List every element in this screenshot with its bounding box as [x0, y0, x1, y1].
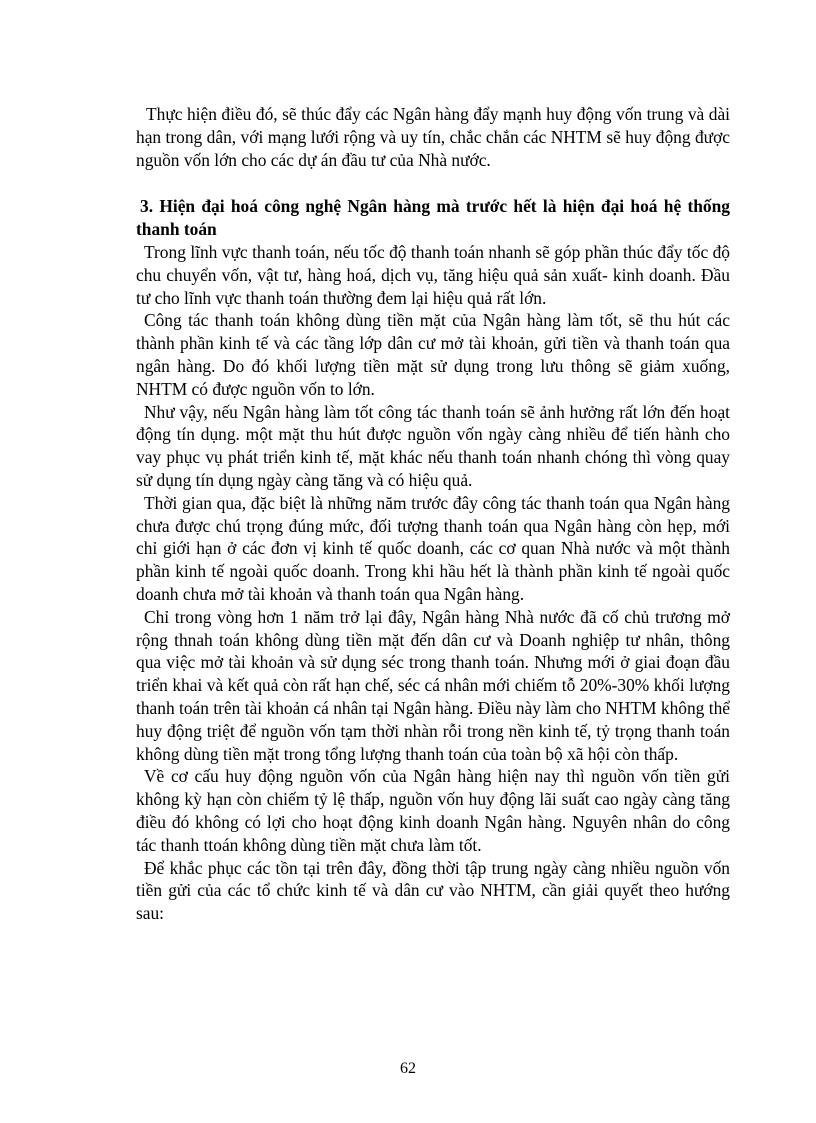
page-number: 62	[400, 1060, 416, 1077]
body-paragraph: Để khắc phục các tồn tại trên đây, đồng thời tập trung ngày càng nhiều nguồn vốn tiền gửi của các tổ chức kinh tế và dân cư vào NHTM, cần giải quyết theo hướng sau:	[136, 857, 730, 924]
body-paragraph: Như vậy, nếu Ngân hàng làm tốt công tác thanh toán sẽ ảnh hưởng rất lớn đến hoạt động tín dụng. một mặt thu hút được nguồn vốn ngày càng nhiều để tiến hành cho vay phục vụ phát triển kinh tế, mặt khác nếu thanh toán nhanh chóng thì vòng quay sử dụng tín dụng ngày càng tăng và có hiệu quả.	[136, 401, 730, 490]
body-paragraph: Thời gian qua, đặc biệt là những năm trước đây công tác thanh toán qua Ngân hàng chưa được chú trọng đúng mức, đối tượng thanh toán qua Ngân hàng còn hẹp, mới chỉ giới hạn ở các đơn vị kinh tế quốc doanh, các cơ quan Nhà nước và một thành phần kinh tế ngoài quốc doanh. Trong khi hầu hết là thành phần kinh tế ngoài quốc doanh chưa mở tài khoản và thanh toán qua Ngân hàng.	[136, 492, 730, 604]
document-page	[136, 103, 730, 925]
body-paragraph: Trong lĩnh vực thanh toán, nếu tốc độ thanh toán nhanh sẽ góp phần thúc đẩy tốc độ chu chuyển vốn, vật tư, hàng hoá, dịch vụ, tăng hiệu quả sản xuất- kinh doanh. Đầu tư cho lĩnh vực thanh toán thường đem lại hiệu quả rất lớn.	[136, 241, 730, 308]
body-paragraph: Công tác thanh toán không dùng tiền mặt của Ngân hàng làm tốt, sẽ thu hút các thành phần kinh tế và các tầng lớp dân cư mở tài khoản, gửi tiền và thanh toán qua ngân hàng. Do đó khối lượng tiền mặt sử dụng trong lưu thông sẽ giảm xuống, NHTM có được nguồn vốn to lớn.	[136, 310, 730, 399]
section-heading: 3. Hiện đại hoá công nghệ Ngân hàng mà trước hết là hiện đại hoá hệ thống thanh toán	[136, 196, 730, 240]
intro-paragraph: Thực hiện điều đó, sẽ thúc đẩy các Ngân hàng đẩy mạnh huy động vốn trung và dài hạn trong dân, với mạng lưới rộng và uy tín, chắc chắn các NHTM sẽ huy động được nguồn vốn lớn cho các dự án đầu tư của Nhà nước.	[136, 104, 730, 170]
body-paragraph: Chỉ trong vòng hơn 1 năm trở lại đây, Ngân hàng Nhà nước đã cố chủ trương mở rộng thnah toán không dùng tiền mặt đến dân cư và Doanh nghiệp tư nhân, thông qua việc mở tài khoản và sử dụng séc trong thanh toán. Nhưng mới ở giai đoạn đầu triển khai và kết quả còn rất hạn chế, séc cá nhân mới chiếm tỗ 20%-30% khối lượng thanh toán trên tài khoản cá nhân tại Ngân hàng. Điều này làm cho NHTM không thể huy động triệt để nguồn vốn tạm thời nhàn rỗi trong nền kinh tế, tỷ trọng thanh toán không dùng tiền mặt trong tổng lượng thanh toán của toàn bộ xã hội còn thấp.	[136, 606, 730, 764]
body-paragraph: Về cơ cấu huy động nguồn vốn của Ngân hàng hiện nay thì nguồn vốn tiền gửi không kỳ hạn còn chiếm tỷ lệ thấp, nguồn vốn huy động lãi suất cao ngày càng tăng điều đó không có lợi cho hoạt động kinh doanh Ngân hàng. Nguyên nhân do công tác thanh ttoán không dùng tiền mặt chưa làm tốt.	[136, 766, 730, 855]
